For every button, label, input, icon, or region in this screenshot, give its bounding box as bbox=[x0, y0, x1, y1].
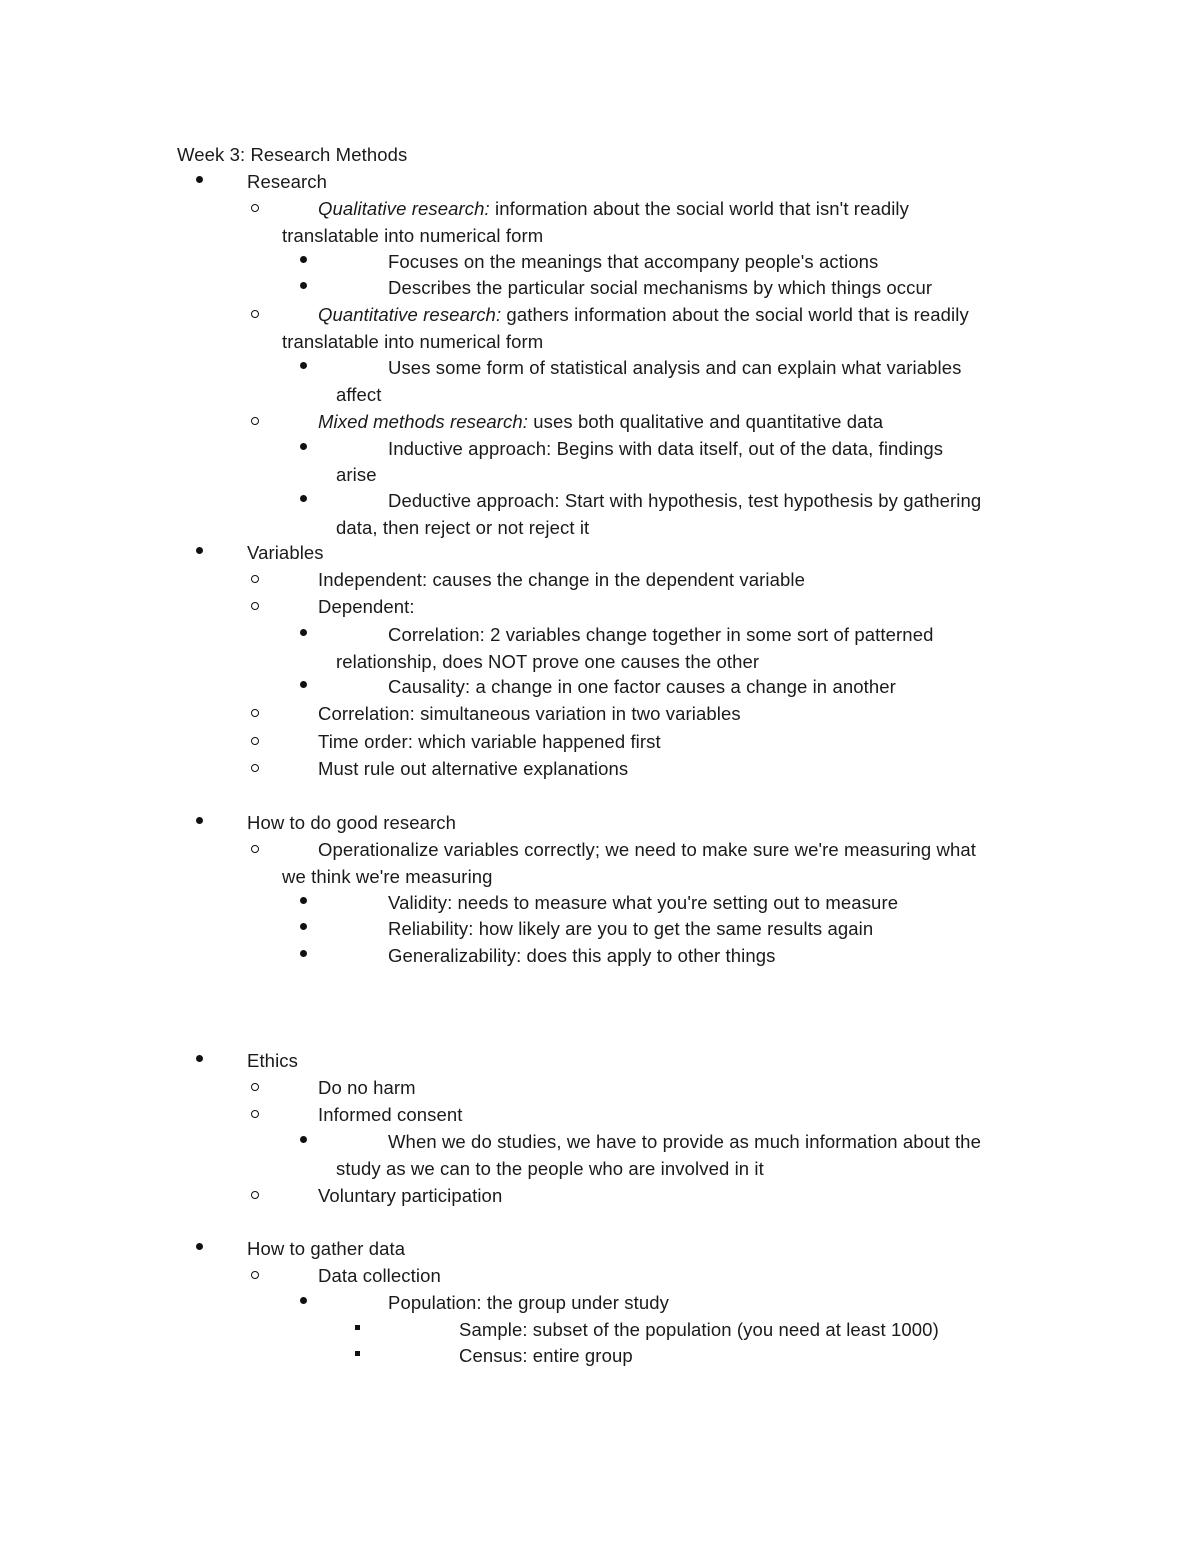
list-item: Correlation: simultaneous variation in two variables bbox=[318, 703, 741, 724]
list-item: Correlation: 2 variables change together in some sort of patterned bbox=[388, 624, 934, 645]
qualitative-line1 bbox=[318, 196, 909, 222]
list-item-continued: we think we're measuring bbox=[282, 866, 493, 887]
bullet-disc bbox=[300, 256, 307, 263]
bullet-disc bbox=[196, 176, 203, 183]
section-variables: Variables bbox=[247, 542, 324, 563]
list-item: Describes the particular social mechanisms by which things occur bbox=[388, 277, 933, 298]
list-item: Independent: causes the change in the dependent variable bbox=[318, 569, 805, 590]
bullet-disc bbox=[196, 547, 203, 554]
bullet-disc bbox=[300, 1297, 307, 1304]
list-item: Validity: needs to measure what you're setting out to measure bbox=[388, 892, 899, 913]
bullet-circle bbox=[251, 845, 259, 853]
bullet-square bbox=[355, 1325, 360, 1330]
bullet-disc bbox=[300, 443, 307, 450]
mixed-text: uses both qualitative and quantitative data bbox=[528, 411, 884, 432]
bullet-square bbox=[355, 1351, 360, 1356]
list-item: Operationalize variables correctly; we need to make sure we're measuring what bbox=[318, 839, 977, 860]
list-item: Reliability: how likely are you to get the same results again bbox=[388, 918, 874, 939]
list-item-continued: arise bbox=[336, 464, 377, 485]
list-item: Inductive approach: Begins with data itself, out of the data, findings bbox=[388, 438, 944, 459]
list-item: Data collection bbox=[318, 1265, 441, 1286]
list-item: When we do studies, we have to provide as much information about the bbox=[388, 1131, 981, 1152]
list-item-continued: affect bbox=[336, 384, 382, 405]
list-item: Causality: a change in one factor causes a change in another bbox=[388, 676, 896, 697]
bullet-disc bbox=[300, 681, 307, 688]
list-item: Generalizability: does this apply to other things bbox=[388, 945, 776, 966]
bullet-disc bbox=[300, 495, 307, 502]
section-research: Research bbox=[247, 171, 327, 192]
list-item-continued: relationship, does NOT prove one causes the other bbox=[336, 651, 760, 672]
bullet-disc bbox=[300, 923, 307, 930]
mixed-line1 bbox=[318, 409, 883, 435]
list-item: Must rule out alternative explanations bbox=[318, 758, 629, 779]
bullet-disc bbox=[300, 950, 307, 957]
list-item: Uses some form of statistical analysis and can explain what variables bbox=[388, 357, 962, 378]
list-item: Informed consent bbox=[318, 1104, 463, 1125]
bullet-disc bbox=[300, 897, 307, 904]
bullet-circle bbox=[251, 602, 259, 610]
quantitative-term: Quantitative research: bbox=[318, 304, 502, 325]
list-item: Do no harm bbox=[318, 1077, 416, 1098]
bullet-disc bbox=[196, 1243, 203, 1250]
bullet-circle bbox=[251, 1271, 259, 1279]
bullet-disc bbox=[300, 282, 307, 289]
bullet-disc bbox=[300, 629, 307, 636]
qualitative-term: Qualitative research: bbox=[318, 198, 490, 219]
section-ethics: Ethics bbox=[247, 1050, 298, 1071]
bullet-circle bbox=[251, 417, 259, 425]
qualitative-line2: translatable into numerical form bbox=[282, 225, 544, 246]
bullet-circle bbox=[251, 1191, 259, 1199]
bullet-circle bbox=[251, 575, 259, 583]
list-item: Population: the group under study bbox=[388, 1292, 669, 1313]
bullet-circle bbox=[251, 1110, 259, 1118]
bullet-circle bbox=[251, 764, 259, 772]
bullet-circle bbox=[251, 310, 259, 318]
list-item: Deductive approach: Start with hypothesis, test hypothesis by gathering bbox=[388, 490, 982, 511]
list-item: Sample: subset of the population (you need at least 1000) bbox=[459, 1319, 939, 1340]
list-item: Voluntary participation bbox=[318, 1185, 503, 1206]
list-item-continued: study as we can to the people who are involved in it bbox=[336, 1158, 764, 1179]
bullet-circle bbox=[251, 737, 259, 745]
quantitative-line1 bbox=[318, 302, 969, 328]
bullet-circle bbox=[251, 204, 259, 212]
page-title: Week 3: Research Methods bbox=[177, 144, 408, 165]
list-item: Time order: which variable happened first bbox=[318, 731, 661, 752]
quantitative-line2: translatable into numerical form bbox=[282, 331, 544, 352]
list-item-continued: data, then reject or not reject it bbox=[336, 517, 590, 538]
bullet-circle bbox=[251, 1083, 259, 1091]
mixed-term: Mixed methods research: bbox=[318, 411, 529, 432]
section-good-research: How to do good research bbox=[247, 812, 457, 833]
bullet-disc bbox=[300, 362, 307, 369]
bullet-disc bbox=[300, 1136, 307, 1143]
qualitative-text: information about the social world that isn't readily bbox=[489, 198, 909, 219]
bullet-circle bbox=[251, 709, 259, 717]
section-gather-data: How to gather data bbox=[247, 1238, 406, 1259]
bullet-disc bbox=[196, 1055, 203, 1062]
list-item: Dependent: bbox=[318, 596, 415, 617]
bullet-disc bbox=[196, 817, 203, 824]
list-item: Census: entire group bbox=[459, 1345, 633, 1366]
quantitative-text: gathers information about the social world that is readily bbox=[501, 304, 969, 325]
list-item: Focuses on the meanings that accompany people's actions bbox=[388, 251, 879, 272]
